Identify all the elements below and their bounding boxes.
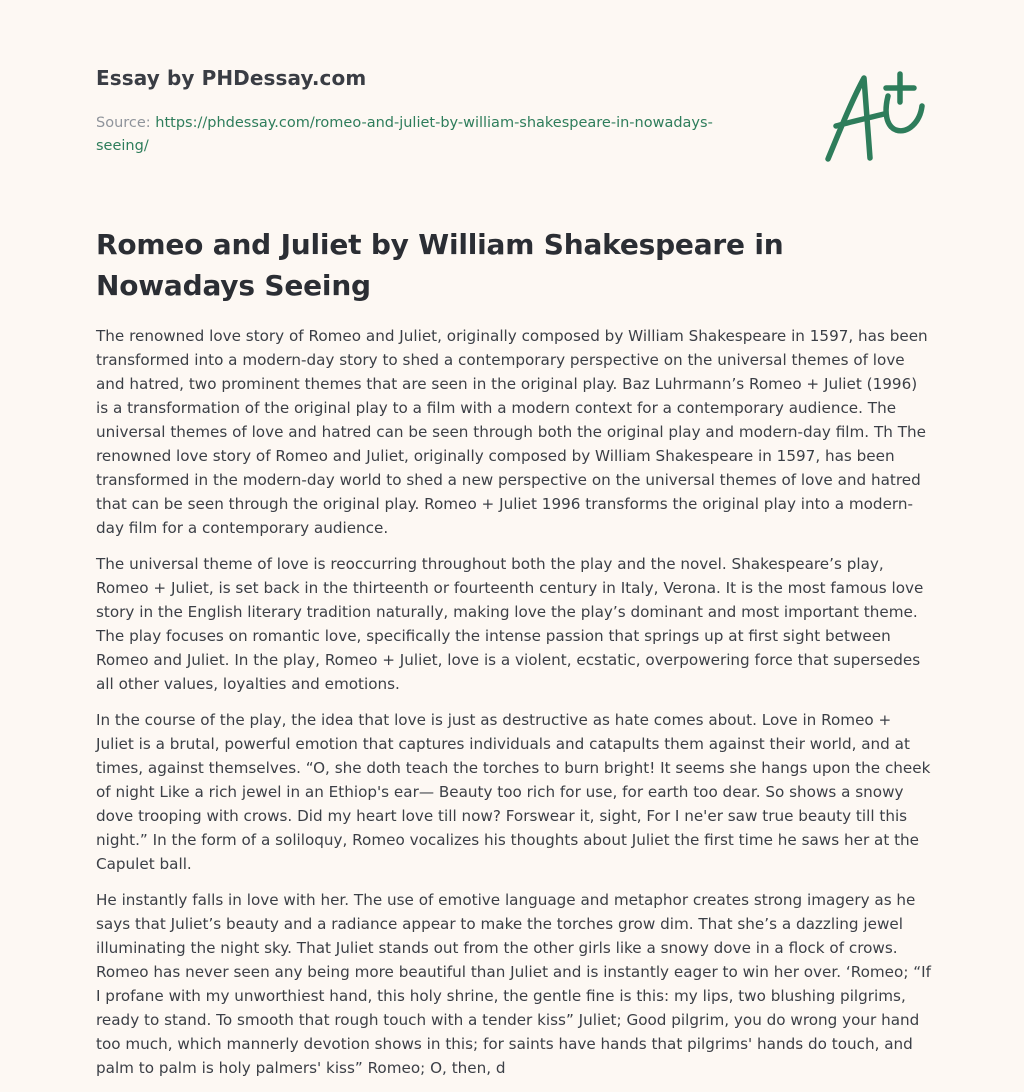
source-label: Source: [96,115,156,131]
essay-paragraph: The renowned love story of Romeo and Juliet, originally composed by William Shakespeare in 1597, has been transformed into a modern-day story to shed a contemporary perspective on the universal themes of love and hatred, two prominent themes that are seen in the original play. Baz Luhrmann’s Romeo + Juliet (1996) is a transformation of the original play to a film with a modern context for a contemporary audience. The universal themes of love and hatred can be seen through both the original play and modern-day film. Th The renowned love story of Romeo and Juliet, originally composed by William Shakespeare in 1597, has been transformed in the modern-day world to shed a new perspective on the universal themes of love and hatred that can be seen through the original play. Romeo + Juliet 1996 transforms the original play into a modern-day film for a contemporary audience. [96,327,928,537]
source-line [96,112,756,158]
essay-paragraph: He instantly falls in love with her. The use of emotive language and metaphor creates strong imagery as he says that Juliet’s beauty and a radiance appear to make the torches grow dim. That she’s a dazzling jewel illuminating the night sky. That Juliet stands out from the other girls like a snowy dove in a flock of crows. Romeo has never seen any being more beautiful than Juliet and is instantly eager to win her over. ‘Romeo; “If I profane with my unworthiest hand, this holy shrine, the gentle fine is this: my lips, two blushing pilgrims, ready to stand. To smooth that rough touch with a tender kiss” Juliet; Good pilgrim, you do wrong your hand too much, which mannerly devotion shows in this; for saints have hands that pilgrims' hands do touch, and palm to palm is holy palmers' kiss” Romeo; O, then, d [96,891,931,1077]
essay-body [96,324,932,1092]
essay-paragraph: In the course of the play, the idea that love is just as destructive as hate comes about. Love in Romeo + Juliet is a brutal, powerful emotion that captures individuals and catapults them against their world, and at times, against themselves. “O, she doth teach the torches to burn bright! It seems she hangs upon the cheek of night Like a rich jewel in an Ethiop's ear— Beauty too rich for use, for earth too dear. So shows a snowy dove trooping with crows. Did my heart love till now? Forswear it, sight, For I ne'er saw true beauty till this night.” In the form of a soliloquy, Romeo vocalizes his thoughts about Juliet the first time he saws her at the Capulet ball. [96,711,931,873]
page-title: Romeo and Juliet by William Shakespeare in Nowadays Seeing [96,228,784,302]
source-link[interactable]: https://phdessay.com/romeo-and-juliet-by-william-shakespeare-in-nowadays-seeing/ [96,115,713,154]
a-plus-grade-icon [822,68,930,164]
brand-title: Essay by PHDessay.com [96,66,367,90]
essay-paragraph: The universal theme of love is reoccurring throughout both the play and the novel. Shakespeare’s play, Romeo + Juliet, is set back in the thirteenth or fourteenth century in Italy, Verona. It is the most famous love story in the English literary tradition naturally, making love the play’s dominant and most important theme. The play focuses on romantic love, specifically the intense passion that springs up at first sight between Romeo and Juliet. In the play, Romeo + Juliet, love is a violent, ecstatic, overpowering force that supersedes all other values, loyalties and emotions. [96,555,924,693]
